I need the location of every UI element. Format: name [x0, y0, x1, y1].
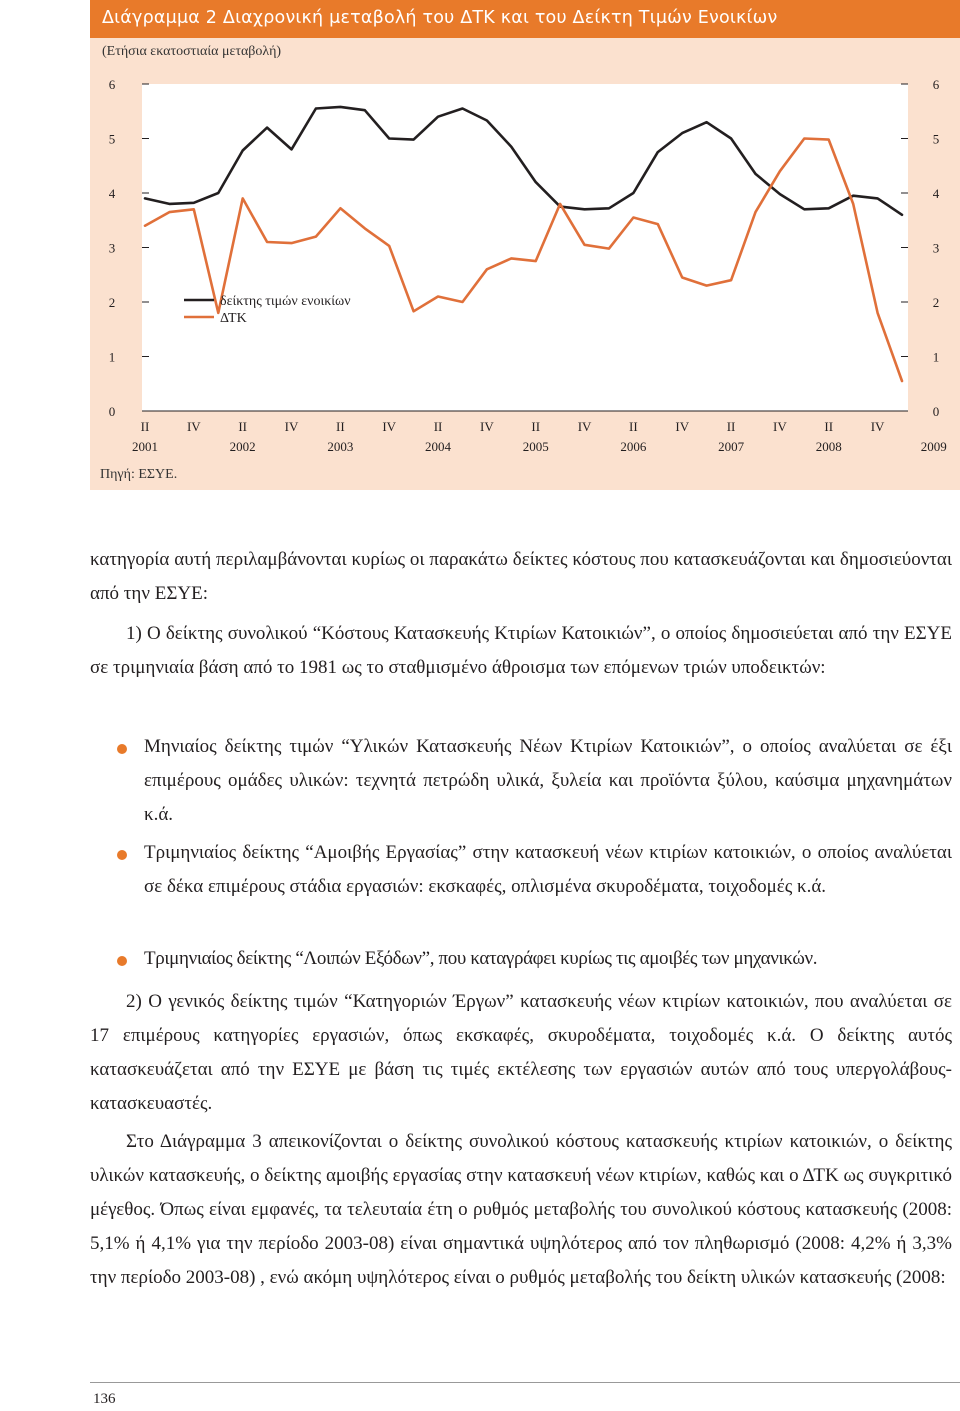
x-tick-label-quarter: II: [531, 419, 541, 434]
x-tick-label-year: 2006: [620, 439, 647, 454]
paragraph-intro: κατηγορία αυτή περιλαμβάνονται κυρίως οι παρακάτω δείκτες κόστους που κατασκευάζονται και δημοσιεύονται από την ΕΣΥΕ:: [90, 549, 952, 604]
x-tick-label-quarter: II: [336, 419, 345, 434]
x-tick-label-quarter: II: [824, 419, 834, 434]
y-tick-label-left: 6: [108, 77, 116, 92]
bullet-text: Τριμηνιαίος δείκτης “Αμοιβής Εργασίας” στην κατασκευή νέων κτιρίων κατοικιών, ο οποίος αναλύεται σε δέκα επιμέρους στάδια εργασιών: εκσκαφές, οπλισμένα σκυροδέματα, τοιχοδομές κ.ά.: [144, 842, 952, 897]
bullet-item-labour: [144, 836, 952, 904]
x-tick-label-year: 2004: [425, 439, 452, 454]
legend-label: ΔΤΚ: [220, 311, 247, 326]
paragraph-index-1: 1) Ο δείκτης συνολικού “Κόστους Κατασκευής Κτιρίων Κατοικιών”, ο οποίος δημοσιεύεται από την ΕΣΥΕ σε τριμηνιαία βάση από το 1981 ως το σταθμισμένο άθροισμα των επόμενων τριών υποδεικτών:: [90, 623, 952, 678]
x-tick-label-quarter: II: [629, 419, 638, 434]
chart-subtitle: (Ετήσια εκατοστιαία μεταβολή): [102, 44, 282, 59]
paragraph-diagram-3: Στο Διάγραμμα 3 απεικονίζονται ο δείκτης συνολικού κόστους κατασκευής κτιρίων κατοικιών, ο δείκτης υλικών κατασκευής, ο δείκτης αμοιβής εργασίας στην κατασκευή νέων κτιρίων, καθώς και ο ΔΤΚ ως συγκριτικό μέγεθος. Όπως είναι εμφανές, τα τελευταία έτη ο ρυθμός μεταβολής του συνολικού κόστους κατασκευής (2008: 5,1% ή 4,1% για την περίοδο 2003-08) είναι σημαντικά υψηλότερος από τον πληθωρισμό (2008: 4,2% ή 3,3% την περίοδο 2003-08) , ενώ ακόμη υψηλότερος είναι ο ρυθμός μεταβολής του δείκτη υλικών κατασκευής (2008:: [90, 1131, 952, 1288]
legend-label: δείκτης τιμών ενοικίων: [220, 294, 351, 309]
y-tick-label-right: 6: [932, 77, 940, 92]
x-tick-label-year: 2009: [920, 439, 947, 454]
x-tick-label-quarter: IV: [186, 419, 201, 434]
paragraph-index-2: 2) Ο γενικός δείκτης τιμών “Κατηγοριών Έργων” κατασκευής νέων κτιρίων κατοικιών, που αναλύεται σε 17 επιμέρους κατηγορίες εργασιών, όπως εκσκαφές, σκυροδέματα, τοιχοδομές κ.ά. Ο δείκτης αυτός κατασκευάζεται από την ΕΣΥΕ με βάση τις τιμές εκτέλεσης των εργασιών αυτών από τους υπεργολάβους-κατασκευαστές.: [90, 991, 952, 1114]
y-tick-label-left: 1: [108, 349, 116, 365]
y-tick-label-right: 2: [932, 295, 940, 310]
x-tick-label-quarter: IV: [675, 419, 690, 434]
x-tick-label-year: 2001: [132, 439, 158, 454]
y-tick-label-right: 4: [932, 186, 940, 201]
plot-area: [142, 84, 908, 411]
bullet-dot: [117, 850, 127, 860]
bullet-item-other-costs: [144, 942, 952, 976]
x-tick-label-quarter: II: [238, 419, 248, 434]
y-tick-label-left: 3: [108, 240, 116, 256]
bullet-dot: [117, 744, 127, 754]
x-tick-label-quarter: II: [433, 419, 443, 434]
y-tick-label-right: 0: [932, 404, 940, 419]
x-tick-label-year: 2007: [718, 439, 745, 454]
x-tick-label-quarter: II: [140, 419, 150, 434]
bullet-text: Μηνιαίος δείκτης τιμών “Υλικών Κατασκευής Νέων Κτιρίων Κατοικιών”, ο οποίος αναλύεται σε έξι επιμέρους ομάδες υλικών: τεχνητά πετρώδη υλικά, ξυλεία και προϊόντα ξύλου, καύσιμα μηχανημάτων κ.ά.: [144, 736, 952, 825]
x-tick-label-quarter: IV: [773, 419, 787, 434]
line-chart: [90, 0, 960, 490]
x-tick-label-quarter: IV: [382, 419, 397, 434]
y-tick-label-right: 5: [932, 131, 940, 147]
x-tick-label-year: 2008: [815, 439, 842, 454]
page-number: 136: [93, 1391, 116, 1407]
y-tick-label-right: 1: [932, 349, 940, 365]
x-tick-label-year: 2003: [327, 439, 354, 454]
y-tick-label-left: 4: [108, 186, 116, 201]
x-tick-label-year: 2005: [522, 439, 549, 454]
chart-source: Πηγή: ΕΣΥΕ.: [100, 467, 178, 482]
x-tick-label-quarter: IV: [577, 419, 592, 434]
x-tick-label-quarter: II: [726, 419, 736, 434]
footer-rule: [90, 1382, 960, 1383]
x-tick-label-year: 2002: [229, 439, 256, 454]
bullet-text: Τριμηνιαίος δείκτης “Λοιπών Εξόδων”, που καταγράφει κυρίως τις αμοιβές των μηχανικών.: [144, 948, 818, 969]
y-tick-label-left: 2: [108, 295, 116, 310]
bullet-item-materials: [144, 730, 952, 832]
x-tick-label-quarter: IV: [480, 419, 494, 434]
y-tick-label-left: 5: [108, 131, 116, 147]
x-tick-label-quarter: IV: [284, 419, 299, 434]
bullet-dot: [117, 956, 127, 966]
x-tick-label-quarter: IV: [870, 419, 885, 434]
chart-figure: [90, 0, 960, 490]
y-tick-label-right: 3: [932, 240, 940, 256]
y-tick-label-left: 0: [108, 404, 116, 419]
chart-title: Διάγραμμα 2 Διαχρονική μεταβολή του ΔΤΚ και του Δείκτη Τιμών Ενοικίων: [102, 8, 778, 28]
